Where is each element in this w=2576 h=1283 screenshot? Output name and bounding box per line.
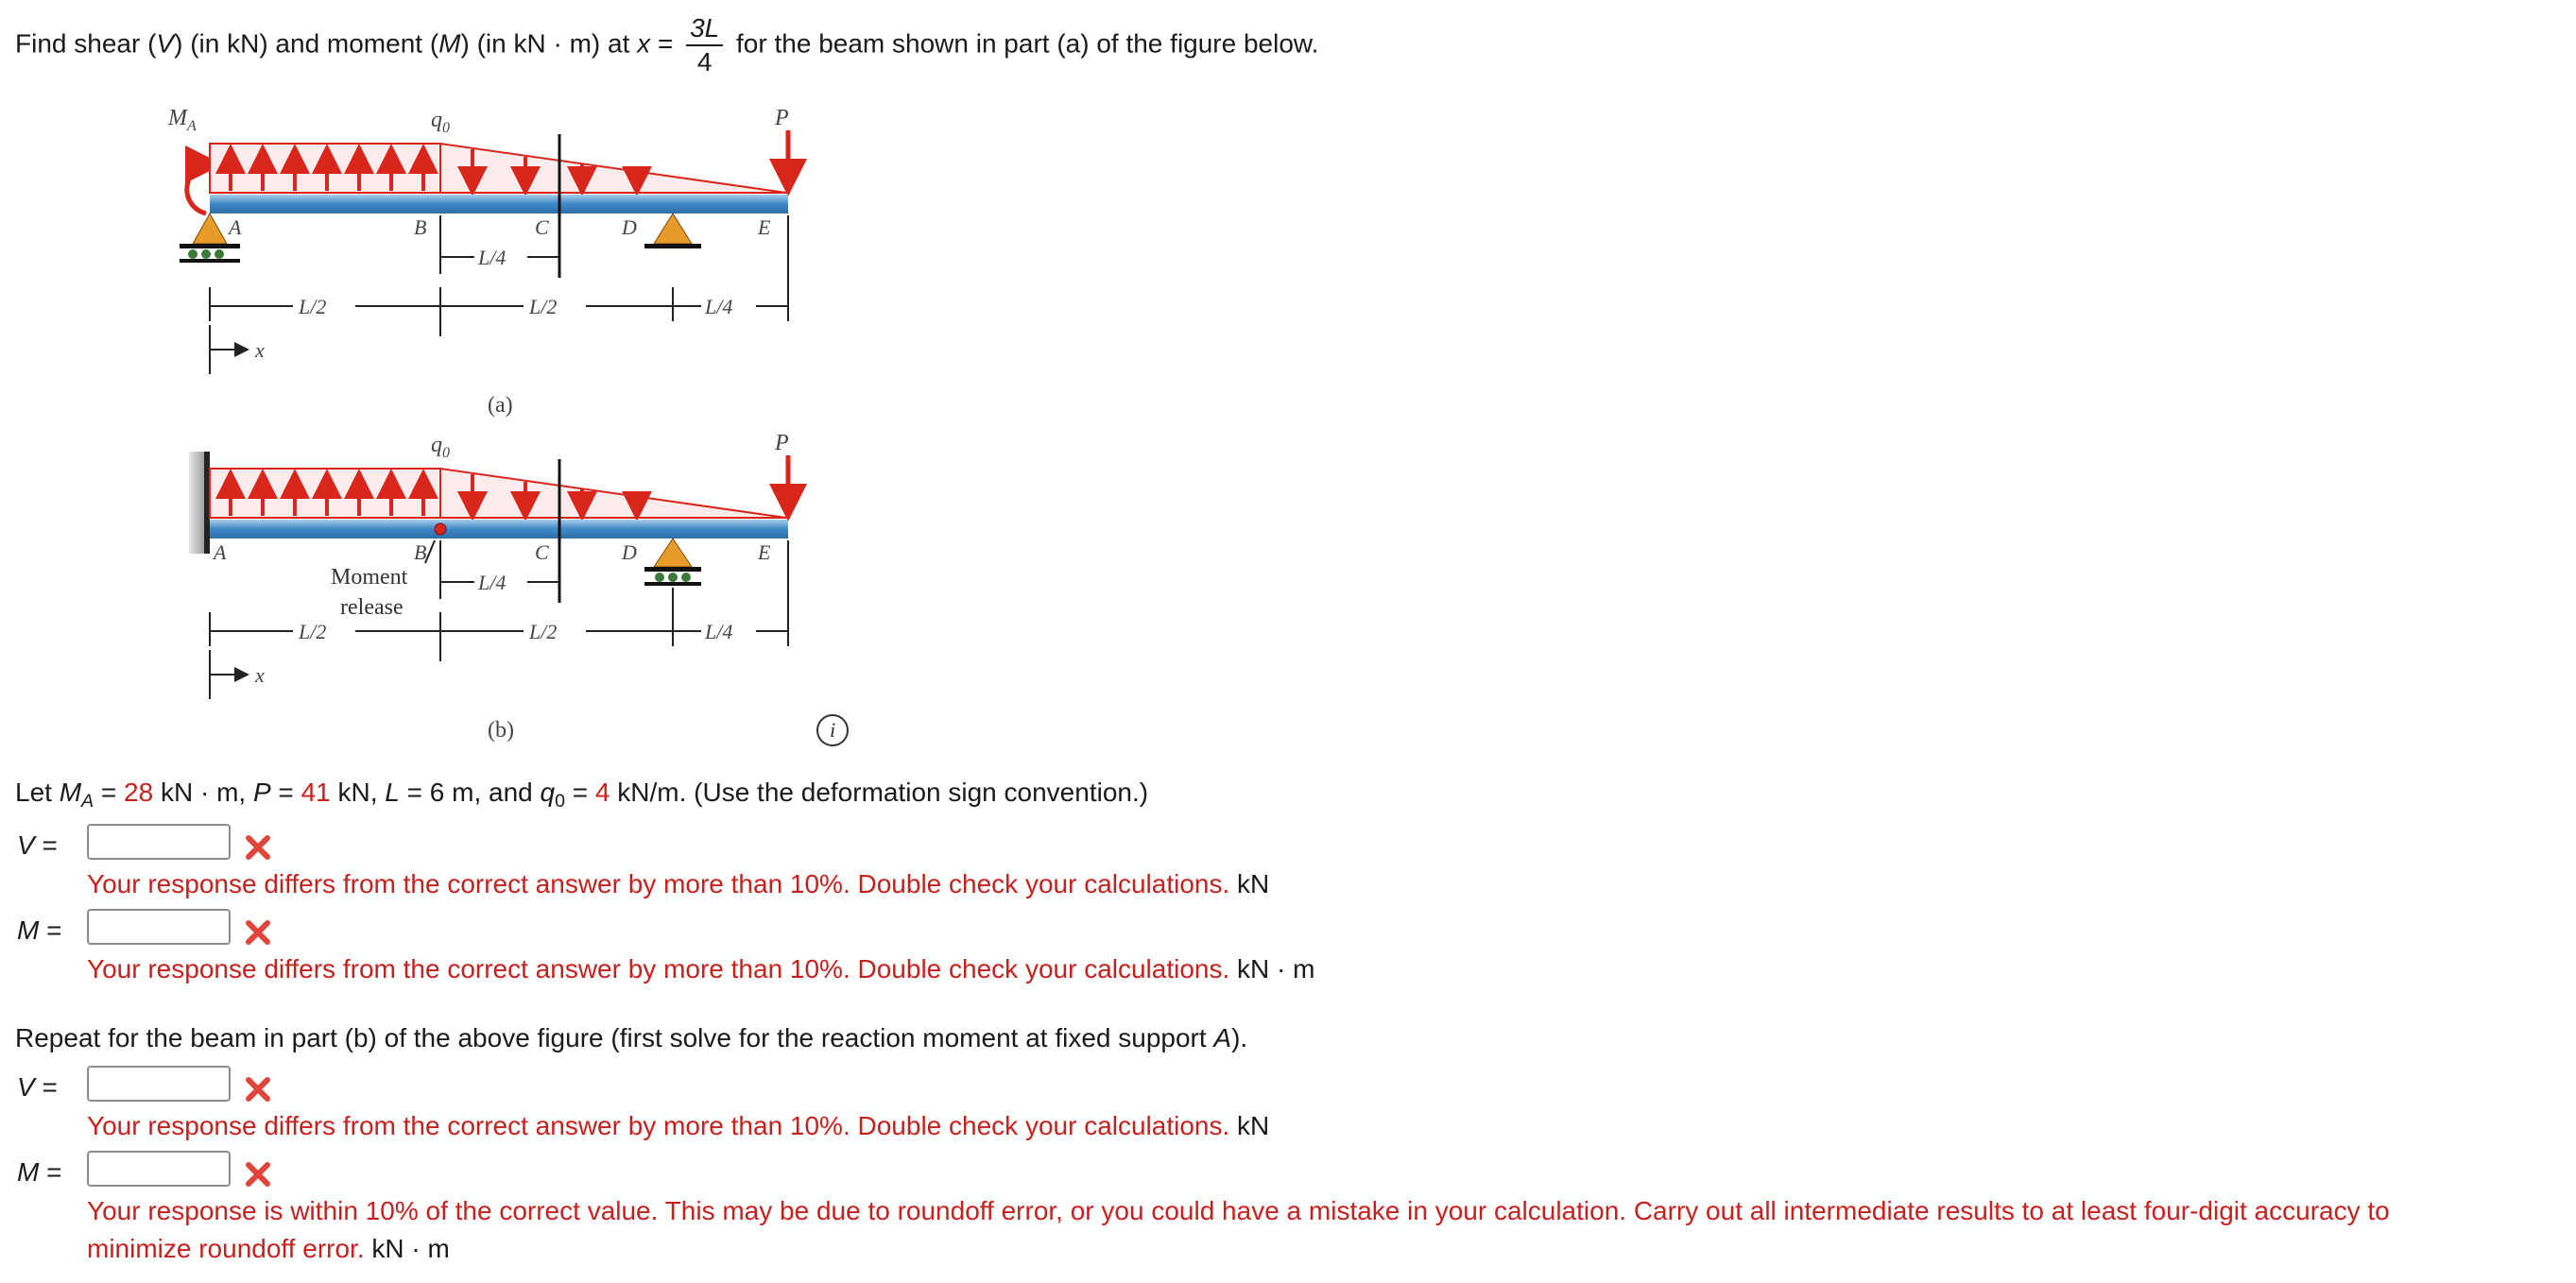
- pin-support-a: [193, 214, 227, 244]
- release-leader-line: [425, 540, 435, 563]
- point-e-label: E: [758, 215, 771, 239]
- point-a-label-b: A: [214, 540, 227, 564]
- bottom-dimension-lines-b: [210, 540, 788, 661]
- point-a-label: A: [229, 215, 242, 239]
- v-a-feedback: Your response differs from the correct answer by more than 10%. Double check your calculations. kN: [87, 869, 1270, 898]
- figure-a: [151, 102, 869, 423]
- point-d-label-b: D: [622, 540, 637, 564]
- dim-l4-right: L/4: [705, 295, 733, 318]
- beam-diagram-a: [151, 102, 869, 423]
- m-b-label: M =: [17, 1157, 62, 1187]
- point-d-label: D: [622, 215, 637, 239]
- moment-release-label-1: Moment: [331, 565, 408, 590]
- dim-l4-top: L/4: [478, 246, 507, 269]
- p-label-b: P: [775, 431, 789, 455]
- v-b-input[interactable]: [87, 1066, 231, 1102]
- dim-l2-left-b: L/2: [299, 620, 327, 643]
- rollers-a: [188, 249, 224, 259]
- beam: [210, 195, 788, 214]
- repeat-text: Repeat for the beam in part (b) of the above figure (first solve for the reaction moment at fixed support A).: [15, 1023, 1248, 1052]
- v-a-input[interactable]: [87, 824, 231, 860]
- support-base-d: [644, 244, 701, 248]
- x-axis-label-b: x: [255, 663, 265, 687]
- point-b-label: B: [414, 215, 427, 239]
- moment-release-label-2: release: [340, 595, 404, 620]
- figure-b-caption: (b): [488, 718, 514, 743]
- q0-label: $q_0$: [431, 108, 450, 136]
- bottom-dimension-lines: [210, 215, 788, 336]
- fixed-wall: [189, 452, 206, 554]
- p-value: 41: [301, 778, 331, 807]
- support-ground-d-b: [644, 582, 701, 586]
- given-values: Let $M_A = 28$ kN · m, P = 41 kN, L = 6 m, and $q_0 = 4$ kN/m. (Use the deformation sign convention.): [15, 778, 1149, 812]
- ma-value: 28: [124, 778, 154, 807]
- roller-support-d: [654, 539, 692, 567]
- v-b-feedback: Your response differs from the correct answer by more than 10%. Double check your calculations. kN: [87, 1111, 1270, 1140]
- dim-l2-mid-b: L/2: [529, 620, 558, 643]
- point-c-label: C: [535, 215, 549, 239]
- m-b-input[interactable]: [87, 1151, 231, 1187]
- dim-l2-mid: L/2: [529, 295, 558, 318]
- figure-a-caption: (a): [488, 393, 513, 418]
- triangular-load-b: [440, 469, 786, 518]
- point-c-label-b: C: [535, 540, 549, 564]
- m-a-label: M =: [17, 915, 62, 945]
- fraction-3L-over-4: $\frac{3L}{4}$: [686, 15, 723, 76]
- triangular-load: [440, 144, 786, 193]
- support-base-d-b: [644, 567, 701, 572]
- incorrect-icon: [244, 918, 272, 947]
- dim-l4-top-b: L/4: [478, 571, 507, 594]
- incorrect-icon: [244, 833, 272, 862]
- v-a-label: V =: [17, 830, 58, 860]
- q0-label-b: $q_0$: [431, 433, 450, 461]
- support-ground-a: [180, 259, 240, 263]
- m-a-feedback: Your response differs from the correct answer by more than 10%. Double check your calculations. kN · m: [87, 954, 1315, 984]
- p-label: P: [775, 106, 789, 130]
- m-a-input[interactable]: [87, 909, 231, 945]
- q0-value: 4: [594, 778, 610, 807]
- support-base-a: [180, 244, 240, 248]
- beam-diagram-b: [151, 427, 869, 748]
- info-icon[interactable]: i: [816, 714, 849, 746]
- rollers-d: [655, 573, 691, 582]
- x-axis-label: x: [255, 338, 265, 362]
- m-b-feedback-line1: Your response is within 10% of the correct value. This may be due to roundoff error, or you could have a mistake in your calculation. Carry out all intermediate results to at least four-digit accuracy to: [87, 1196, 2390, 1225]
- dim-l4-right-b: L/4: [705, 620, 733, 643]
- m-b-feedback-line2: minimize roundoff error. kN · m: [87, 1234, 450, 1263]
- beam-b: [210, 520, 788, 539]
- pin-support-d: [654, 214, 692, 244]
- moment-release-hinge-icon: [435, 523, 446, 535]
- incorrect-icon: [244, 1075, 272, 1103]
- question-text: Find shear (V) (in kN) and moment (M) (in kN · m) at x = $\frac{3L}{4}$ for the beam shown in part (a) of the figure below.: [15, 13, 1319, 77]
- incorrect-icon: [244, 1160, 272, 1189]
- figure-b: [151, 427, 869, 748]
- v-b-label: V =: [17, 1072, 58, 1102]
- point-e-label-b: E: [758, 540, 771, 564]
- point-b-label-b: B: [414, 540, 427, 564]
- dim-l2-left: L/2: [299, 295, 327, 318]
- ma-label: $M_A$: [168, 106, 197, 134]
